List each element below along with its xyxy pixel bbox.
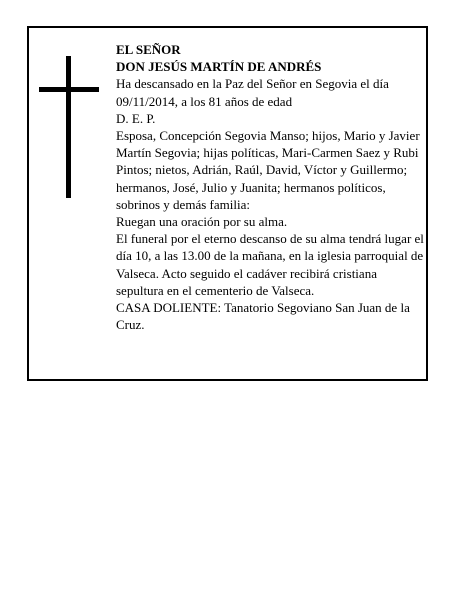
cross-icon xyxy=(39,56,99,198)
notice-title: EL SEÑOR xyxy=(116,42,181,57)
funeral-details: El funeral por el eterno descanso de su alma tendrá lugar el día 10, a las 13.00 de la mañana, en la iglesia parroquial de Valseca. Acto seguido el cadáver recibirá cristiana sepultura en el cementerio de Valseca. xyxy=(116,231,424,298)
death-statement: Ha descansado en la Paz del Señor en Segovia el día 09/11/2014, a los 81 años de edad xyxy=(116,76,389,109)
cross-vertical-bar xyxy=(66,56,71,198)
notice-text xyxy=(116,41,424,333)
rip-text: D. E. P. xyxy=(116,110,156,126)
family-list: Esposa, Concepción Segovia Manso; hijos, Mario y Javier Martín Segovia; hijas políticas, Mari-Carmen Saez y Rubi Pintos; nietos, Adrián, Raúl, David, Víctor y Guillermo; hermanos, José, Julio y Juanita; hermanos políticos, sobrinos y demás familia: xyxy=(116,128,420,212)
prayer-request: Ruegan una oración por su alma. xyxy=(116,214,288,230)
deceased-name: DON JESÚS MARTÍN DE ANDRÉS xyxy=(116,59,322,75)
mourning-house: CASA DOLIENTE: Tanatorio Segoviano San Juan de la Cruz. xyxy=(116,300,410,333)
obituary-notice xyxy=(27,26,428,381)
cross-horizontal-bar xyxy=(39,87,99,92)
